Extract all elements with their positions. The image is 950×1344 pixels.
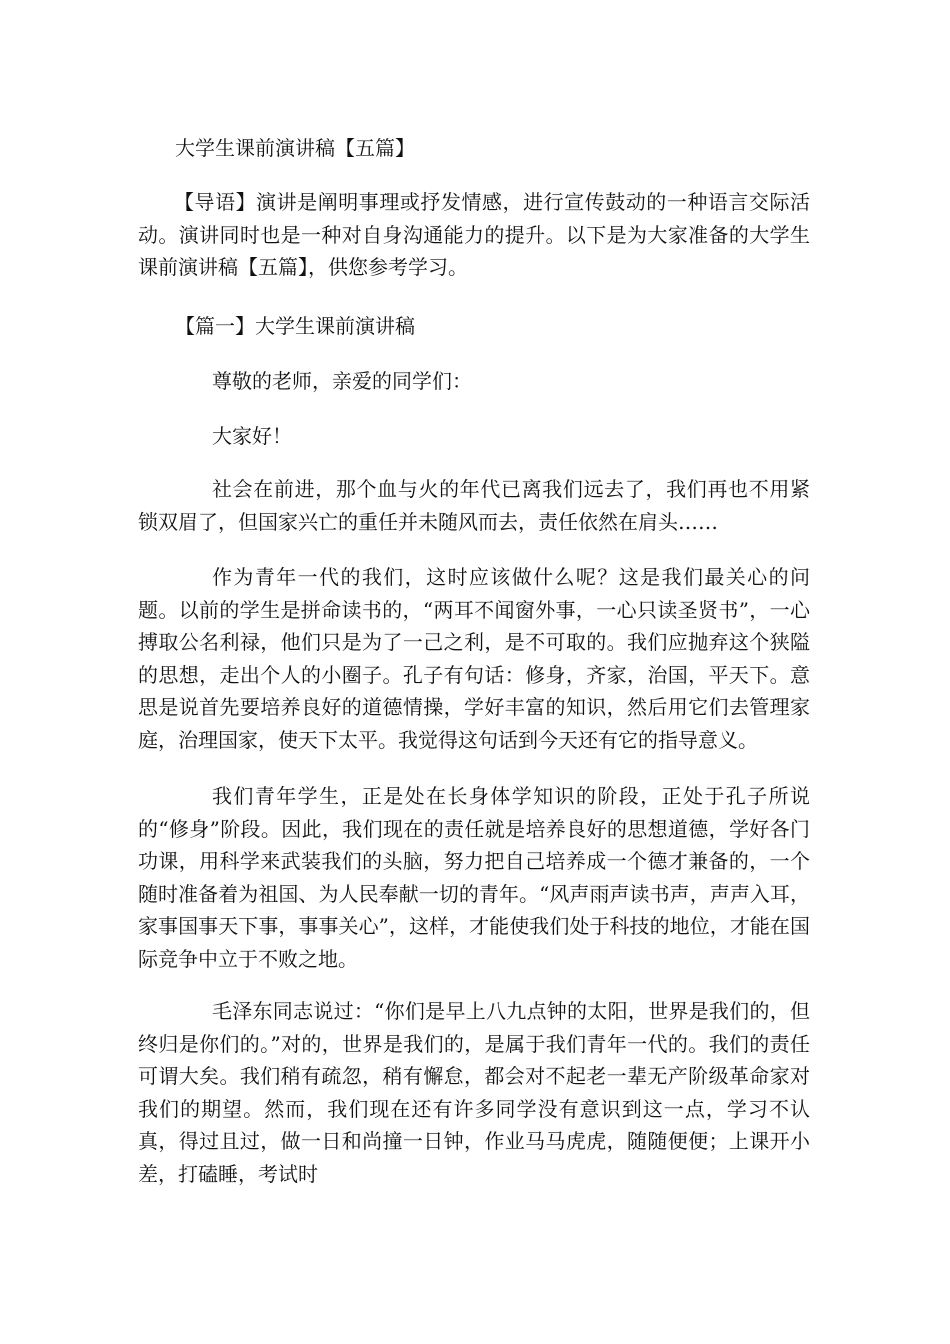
section-heading: 【篇一】大学生课前演讲稿 [175,314,415,338]
document-title: 大学生课前演讲稿【五篇】 [175,136,415,160]
body-paragraph: 作为青年一代的我们，这时应该做什么呢？这是我们最关心的问题。以前的学生是拼命读书的，“两耳不闻窗外事，一心只读圣贤书”，一心搏取公名利禄，他们只是为了一己之利，是不可取的。我们应抛弃这个狭隘的思想，走出个人的小圈子。孔子有句话：修身，齐家，治国，平天下。意思是说首先要培养良好的道德情操，学好丰富的知识，然后用它们去管理家庭，治理国家，使天下太平。我觉得这句话到今天还有它的指导意义。 [138,565,810,752]
body-paragraph: 毛泽东同志说过：“你们是早上八九点钟的太阳，世界是我们的，但终归是你们的。”对的，世界是我们的，是属于我们青年一代的。我们的责任可谓大矣。我们稍有疏忽，稍有懈怠，都会对不起老一辈无产阶级革命家对我们的期望。然而，我们现在还有许多同学没有意识到这一点，学习不认真，得过且过，做一日和尚撞一日钟，作业马马虎虎，随随便便；上课开小差，打磕睡，考试时 [138,999,810,1186]
body-paragraph: 社会在前进，那个血与火的年代已离我们远去了，我们再也不用紧锁双眉了，但国家兴亡的重任并未随风而去，责任依然在肩头…… [138,477,810,534]
intro-paragraph: 【导语】演讲是阐明事理或抒发情感，进行宣传鼓动的一种语言交际活动。演讲同时也是一种对自身沟通能力的提升。以下是为大家准备的大学生课前演讲稿【五篇】，供您参考学习。 [138,190,810,280]
body-paragraph: 我们青年学生，正是处在长身体学知识的阶段，正处于孔子所说的“修身”阶段。因此，我们现在的责任就是培养良好的思想道德，学好各门功课，用科学来武装我们的头脑，努力把自己培养成一个德才兼备的，一个随时准备着为祖国、为人民奉献一切的青年。“风声雨声读书声，声声入耳，家事国事天下事，事事关心”，这样，才能使我们处于科技的地位，才能在国际竞争中立于不败之地。 [138,784,810,971]
greeting: 大家好！ [212,424,292,448]
salutation: 尊敬的老师，亲爱的同学们： [212,369,472,393]
